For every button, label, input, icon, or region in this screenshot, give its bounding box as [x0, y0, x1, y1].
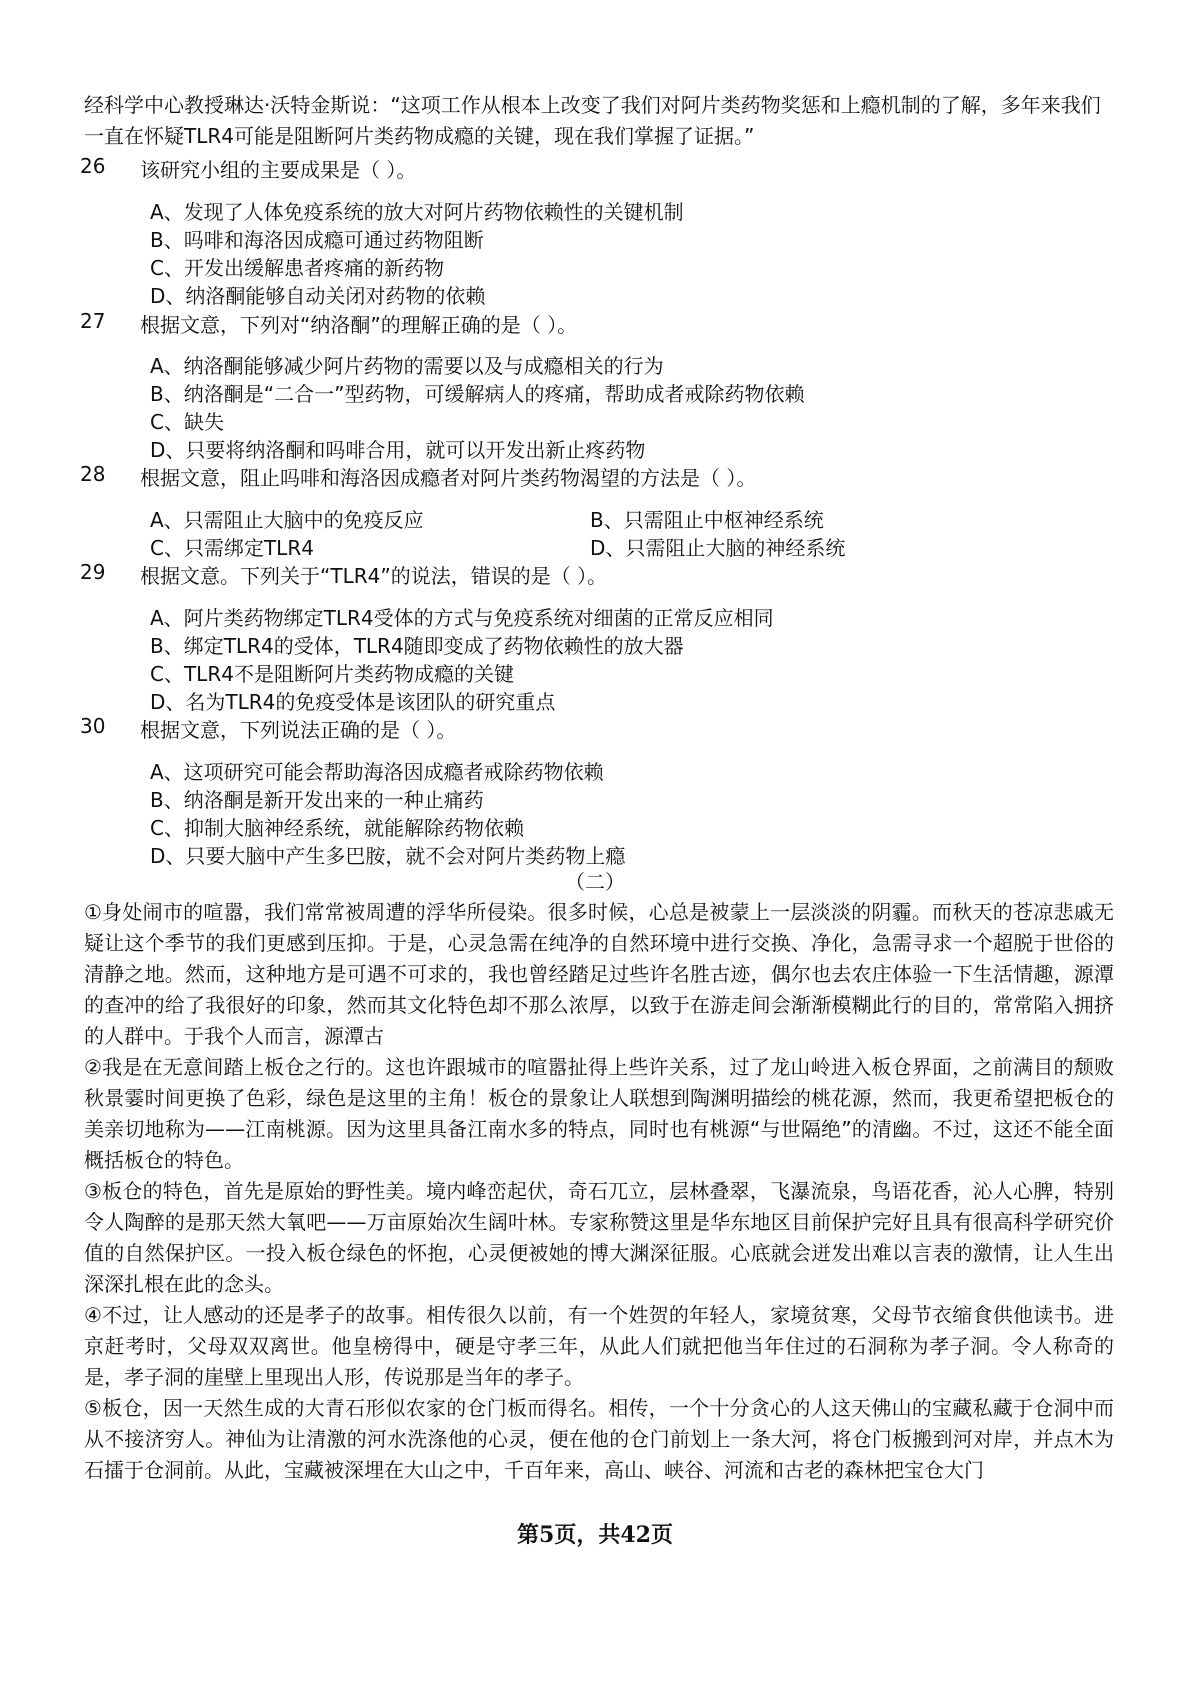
option-29a: A、阿片类药物绑定TLR4受体的方式与免疫系统对细菌的正常反应相同: [150, 606, 774, 630]
option-27d: D、只要将纳洛酮和吗啡合用，就可以开发出新止疼药物: [150, 438, 646, 462]
option-26d: D、纳洛酮能够自动关闭对药物的依赖: [150, 284, 486, 308]
question-stem: 根据文意，下列对“纳洛酮”的理解正确的是（ ）。: [140, 313, 578, 337]
option-28a: A、只需阻止大脑中的免疫反应: [150, 508, 424, 532]
option-26a: A、发现了人体免疫系统的放大对阿片药物依赖性的关键机制: [150, 200, 684, 224]
option-26c: C、开发出缓解患者疼痛的新药物: [150, 256, 444, 280]
option-26b: B、吗啡和海洛因成瘾可通过药物阻断: [150, 228, 484, 252]
option-30a: A、这项研究可能会帮助海洛因成瘾者戒除药物依赖: [150, 760, 604, 784]
option-28d: D、只需阻止大脑的神经系统: [590, 536, 846, 560]
intro-paragraph: 经科学中心教授琳达·沃特金斯说：“这项工作从根本上改变了我们对阿片类药物奖惩和上瘾机制的了解，多年来我们一直在怀疑TLR4可能是阻断阿片类药物成瘾的关键，现在我们掌握了证据。”: [84, 93, 1101, 148]
passage-paragraph-5: ⑤板仓，因一天然生成的大青石形似农家的仓门板而得名。相传，一个十分贪心的人这天佛山的宝藏私藏于仓洞中而从不接济穷人。神仙为让清激的河水洗涤他的心灵，便在他的仓门前划上一条大河，将仓门板搬到河对岸，并点木为石擂于仓洞前。从此，宝藏被深埋在大山之中，千百年来，高山、峡谷、河流和古老的森林把宝仓大门: [84, 1396, 1114, 1482]
option-28b: B、只需阻止中枢神经系统: [590, 508, 824, 532]
question-stem: 根据文意。下列关于“TLR4”的说法，错误的是（ ）。: [140, 564, 608, 588]
question-number: 30: [80, 714, 106, 738]
question-stem: 根据文意，下列说法正确的是（ ）。: [140, 718, 457, 742]
passage-paragraph-3: ③板仓的特色，首先是原始的野性美。境内峰峦起伏，奇石兀立，层林叠翠，飞瀑流泉，鸟语花香，沁人心脾，特别令人陶醉的是那天然大氧吧——万亩原始次生阔叶林。专家称赞这里是华东地区目前保护完好且具有很高科学研究价值的自然保护区。一投入板仓绿色的怀抱，心灵便被她的博大渊深征服。心底就会迸发出难以言表的激情，让人生出深深扎根在此的念头。: [84, 1179, 1114, 1296]
question-number: 27: [80, 309, 106, 333]
option-27b: B、纳洛酮是“二合一”型药物，可缓解病人的疼痛，帮助成者戒除药物依赖: [150, 382, 805, 406]
option-29b: B、绑定TLR4的受体，TLR4随即变成了药物依赖性的放大器: [150, 634, 684, 658]
option-28c: C、只需绑定TLR4: [150, 536, 314, 560]
question-stem: 该研究小组的主要成果是（ ）。: [140, 158, 417, 182]
question-number: 26: [80, 154, 106, 178]
question-stem: 根据文意，阻止吗啡和海洛因成瘾者对阿片类药物渴望的方法是（ ）。: [140, 466, 757, 490]
option-27c: C、缺失: [150, 410, 224, 434]
section-heading: （二）: [565, 870, 625, 894]
passage-paragraph-4: ④不过，让人感动的还是孝子的故事。相传很久以前，有一个姓贺的年轻人，家境贫寒，父母节衣缩食供他读书。进京赶考时，父母双双离世。他皇榜得中，硬是守孝三年，从此人们就把他当年住过的石洞称为孝子洞。令人称奇的是，孝子洞的崖壁上里现出人形，传说那是当年的孝子。: [84, 1303, 1114, 1389]
option-30c: C、抑制大脑神经系统，就能解除药物依赖: [150, 816, 524, 840]
option-29d: D、名为TLR4的免疫受体是该团队的研究重点: [150, 690, 556, 714]
passage-paragraph-1: ①身处闹市的喧嚣，我们常常被周遭的浮华所侵染。很多时候，心总是被蒙上一层淡淡的阴霾。而秋天的苍凉悲戚无疑让这个季节的我们更感到压抑。于是，心灵急需在纯净的自然环境中进行交换、净化，急需寻求一个超脱于世俗的清静之地。然而，这种地方是可遇不可求的，我也曾经踏足过些许名胜古迹，偶尔也去农庄体验一下生活情趣，源潭的查冲的给了我很好的印象，然而其文化特色却不那么浓厚，以致于在游走间会渐渐模糊此行的目的，常常陷入拥挤的人群中。于我个人而言，源潭古: [84, 900, 1114, 1048]
question-number: 29: [80, 560, 106, 584]
passage-paragraph-2: ②我是在无意间踏上板仓之行的。这也许跟城市的喧嚣扯得上些许关系，过了龙山岭进入板仓界面，之前满目的颓败秋景霎时间更换了色彩，绿色是这里的主角！板仓的景象让人联想到陶渊明描绘的桃花源，然而，我更希望把板仓的美亲切地称为——江南桃源。因为这里具备江南水多的特点，同时也有桃源“与世隔绝”的清幽。不过，这还不能全面概括板仓的特色。: [84, 1055, 1114, 1172]
question-number: 28: [80, 462, 106, 486]
option-30d: D、只要大脑中产生多巴胺，就不会对阿片类药物上瘾: [150, 844, 626, 868]
option-30b: B、纳洛酮是新开发出来的一种止痛药: [150, 788, 484, 812]
option-29c: C、TLR4不是阻断阿片类药物成瘾的关键: [150, 662, 514, 686]
page-footer: 第5页，共42页: [517, 1522, 673, 1548]
option-27a: A、纳洛酮能够减少阿片药物的需要以及与成瘾相关的行为: [150, 354, 664, 378]
